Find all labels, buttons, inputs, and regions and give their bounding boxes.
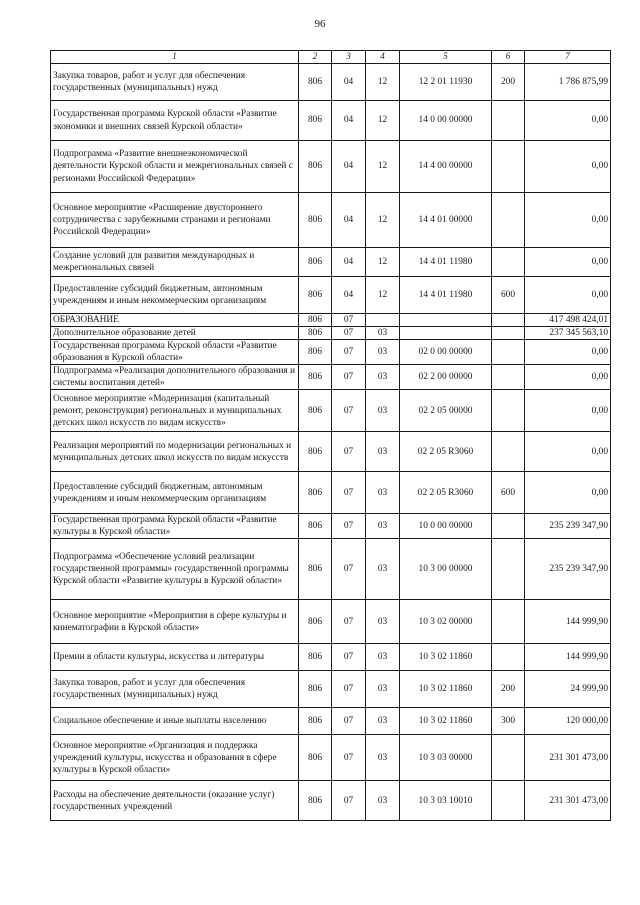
expense-type-cell	[492, 735, 525, 781]
amount-cell: 235 239 347,90	[525, 514, 611, 539]
row-name-cell: Основное мероприятие «Модернизация (капитальный ремонт, реконструкция) региональных и муниципальных детских школ искусств по видам искусств»	[51, 390, 299, 432]
column-header: 6	[492, 51, 525, 64]
subsection-code-cell	[366, 314, 400, 327]
amount-cell: 417 498 424,01	[525, 314, 611, 327]
amount-cell: 231 301 473,00	[525, 781, 611, 821]
ministry-code-cell: 806	[299, 432, 332, 472]
target-article-cell: 10 0 00 00000	[400, 514, 492, 539]
amount-cell: 0,00	[525, 340, 611, 365]
expense-type-cell	[492, 365, 525, 390]
target-article-cell	[400, 314, 492, 327]
ministry-code-cell: 806	[299, 327, 332, 340]
ministry-code-cell: 806	[299, 735, 332, 781]
section-code-cell: 04	[332, 277, 366, 314]
amount-cell: 0,00	[525, 277, 611, 314]
target-article-cell: 14 0 00 00000	[400, 101, 492, 141]
row-name-cell: Социальное обеспечение и иные выплаты населению	[51, 708, 299, 735]
subsection-code-cell: 03	[366, 671, 400, 708]
column-header: 3	[332, 51, 366, 64]
expense-type-cell	[492, 514, 525, 539]
row-name-cell: Основное мероприятие «Расширение двустороннего сотрудничества с зарубежными странами и регионами Российской Федерации»	[51, 193, 299, 248]
section-code-cell: 07	[332, 539, 366, 600]
target-article-cell: 02 0 00 00000	[400, 340, 492, 365]
section-code-cell: 07	[332, 472, 366, 514]
table-row	[51, 327, 611, 340]
section-code-cell: 07	[332, 735, 366, 781]
expense-type-cell: 600	[492, 277, 525, 314]
table-row	[51, 644, 611, 671]
row-name-cell: Подпрограмма «Реализация дополнительного образования и системы воспитания детей»	[51, 365, 299, 390]
section-code-cell: 04	[332, 248, 366, 277]
expense-type-cell	[492, 101, 525, 141]
target-article-cell: 02 2 05 00000	[400, 390, 492, 432]
row-name-cell: Реализация мероприятий по модернизации региональных и муниципальных детских школ искусств по видам искусств	[51, 432, 299, 472]
amount-cell: 120 000,00	[525, 708, 611, 735]
section-code-cell: 07	[332, 314, 366, 327]
row-name-cell: Премии в области культуры, искусства и литературы	[51, 644, 299, 671]
ministry-code-cell: 806	[299, 193, 332, 248]
target-article-cell: 10 3 02 11860	[400, 708, 492, 735]
row-name-cell: Создание условий для развития международных и межрегиональных связей	[51, 248, 299, 277]
row-name-cell: Государственная программа Курской области «Развитие экономики и внешних связей Курской области»	[51, 101, 299, 141]
row-name-cell: Расходы на обеспечение деятельности (оказание услуг) государственных учреждений	[51, 781, 299, 821]
budget-table	[50, 50, 611, 821]
column-header: 2	[299, 51, 332, 64]
row-name-cell: Подпрограмма «Развитие внешнеэкономической деятельности Курской области и межрегиональных связей с регионами Российской Федерации»	[51, 141, 299, 193]
table-row	[51, 340, 611, 365]
subsection-code-cell: 03	[366, 340, 400, 365]
section-code-cell: 07	[332, 644, 366, 671]
subsection-code-cell: 03	[366, 781, 400, 821]
expense-type-cell: 600	[492, 472, 525, 514]
subsection-code-cell: 12	[366, 64, 400, 101]
table-row	[51, 277, 611, 314]
expense-type-cell	[492, 193, 525, 248]
amount-cell: 144 999,90	[525, 600, 611, 644]
amount-cell: 0,00	[525, 193, 611, 248]
column-header: 1	[51, 51, 299, 64]
subsection-code-cell: 03	[366, 514, 400, 539]
table-row	[51, 64, 611, 101]
amount-cell: 24 999,90	[525, 671, 611, 708]
amount-cell: 0,00	[525, 141, 611, 193]
table-row	[51, 390, 611, 432]
column-header: 4	[366, 51, 400, 64]
ministry-code-cell: 806	[299, 539, 332, 600]
section-code-cell: 07	[332, 781, 366, 821]
amount-cell: 0,00	[525, 390, 611, 432]
ministry-code-cell: 806	[299, 708, 332, 735]
ministry-code-cell: 806	[299, 390, 332, 432]
target-article-cell: 12 2 01 11930	[400, 64, 492, 101]
row-name-cell: Закупка товаров, работ и услуг для обеспечения государственных (муниципальных) нужд	[51, 64, 299, 101]
row-name-cell: Государственная программа Курской области «Развитие культуры в Курской области»	[51, 514, 299, 539]
ministry-code-cell: 806	[299, 671, 332, 708]
table-row	[51, 781, 611, 821]
amount-cell: 0,00	[525, 472, 611, 514]
subsection-code-cell: 03	[366, 735, 400, 781]
row-name-cell: Закупка товаров, работ и услуг для обеспечения государственных (муниципальных) нужд	[51, 671, 299, 708]
expense-type-cell	[492, 141, 525, 193]
table-row	[51, 735, 611, 781]
table-row	[51, 514, 611, 539]
column-header-row	[51, 51, 611, 64]
amount-cell: 1 786 875,99	[525, 64, 611, 101]
row-name-cell: Подпрограмма «Обеспечение условий реализации государственной программы» государственной программы Курской области «Развитие культуры в Курской области»	[51, 539, 299, 600]
expense-type-cell: 200	[492, 64, 525, 101]
section-code-cell: 04	[332, 193, 366, 248]
table-row	[51, 365, 611, 390]
ministry-code-cell: 806	[299, 340, 332, 365]
table-row	[51, 141, 611, 193]
amount-cell: 144 999,90	[525, 644, 611, 671]
ministry-code-cell: 806	[299, 101, 332, 141]
ministry-code-cell: 806	[299, 141, 332, 193]
target-article-cell: 02 2 05 R3060	[400, 432, 492, 472]
subsection-code-cell: 12	[366, 248, 400, 277]
expense-type-cell	[492, 432, 525, 472]
target-article-cell: 14 4 01 11980	[400, 248, 492, 277]
ministry-code-cell: 806	[299, 781, 332, 821]
expense-type-cell	[492, 390, 525, 432]
target-article-cell: 10 3 02 11860	[400, 671, 492, 708]
subsection-code-cell: 12	[366, 141, 400, 193]
table-row	[51, 101, 611, 141]
subsection-code-cell: 03	[366, 644, 400, 671]
page-number: 96	[314, 18, 326, 30]
amount-cell: 0,00	[525, 365, 611, 390]
target-article-cell: 10 3 00 00000	[400, 539, 492, 600]
subsection-code-cell: 03	[366, 708, 400, 735]
subsection-code-cell: 03	[366, 539, 400, 600]
target-article-cell: 10 3 03 10010	[400, 781, 492, 821]
table-row	[51, 671, 611, 708]
subsection-code-cell: 03	[366, 472, 400, 514]
ministry-code-cell: 806	[299, 277, 332, 314]
table-row	[51, 432, 611, 472]
subsection-code-cell: 03	[366, 390, 400, 432]
column-header: 5	[400, 51, 492, 64]
table-row	[51, 472, 611, 514]
expense-type-cell	[492, 781, 525, 821]
target-article-cell: 02 2 00 00000	[400, 365, 492, 390]
section-code-cell: 07	[332, 340, 366, 365]
amount-cell: 235 239 347,90	[525, 539, 611, 600]
expense-type-cell: 300	[492, 708, 525, 735]
row-name-cell: Дополнительное образование детей	[51, 327, 299, 340]
expense-type-cell: 200	[492, 671, 525, 708]
expense-type-cell	[492, 314, 525, 327]
row-name-cell: Государственная программа Курской области «Развитие образования в Курской области»	[51, 340, 299, 365]
table-row	[51, 193, 611, 248]
amount-cell: 0,00	[525, 101, 611, 141]
expense-type-cell	[492, 600, 525, 644]
ministry-code-cell: 806	[299, 600, 332, 644]
target-article-cell: 02 2 05 R3060	[400, 472, 492, 514]
ministry-code-cell: 806	[299, 248, 332, 277]
target-article-cell: 10 3 02 11860	[400, 644, 492, 671]
expense-type-cell	[492, 248, 525, 277]
ministry-code-cell: 806	[299, 365, 332, 390]
subsection-code-cell: 03	[366, 600, 400, 644]
subsection-code-cell: 12	[366, 101, 400, 141]
amount-cell: 0,00	[525, 432, 611, 472]
section-code-cell: 07	[332, 514, 366, 539]
table-row	[51, 708, 611, 735]
target-article-cell: 14 4 00 00000	[400, 141, 492, 193]
row-name-cell: Предоставление субсидий бюджетным, автономным учреждениям и иным некоммерческим организациям	[51, 277, 299, 314]
amount-cell: 0,00	[525, 248, 611, 277]
target-article-cell: 14 4 01 11980	[400, 277, 492, 314]
subsection-code-cell: 03	[366, 365, 400, 390]
section-code-cell: 07	[332, 390, 366, 432]
table-row	[51, 600, 611, 644]
section-code-cell: 07	[332, 365, 366, 390]
expense-type-cell	[492, 340, 525, 365]
target-article-cell: 10 3 03 00000	[400, 735, 492, 781]
section-code-cell: 07	[332, 600, 366, 644]
amount-cell: 237 345 563,10	[525, 327, 611, 340]
subsection-code-cell: 03	[366, 327, 400, 340]
target-article-cell: 14 4 01 00000	[400, 193, 492, 248]
row-name-cell: ОБРАЗОВАНИЕ	[51, 314, 299, 327]
table-row	[51, 248, 611, 277]
ministry-code-cell: 806	[299, 64, 332, 101]
section-code-cell: 04	[332, 141, 366, 193]
amount-cell: 231 301 473,00	[525, 735, 611, 781]
ministry-code-cell: 806	[299, 644, 332, 671]
section-code-cell: 04	[332, 101, 366, 141]
budget-table-body	[51, 51, 611, 821]
subsection-code-cell: 12	[366, 277, 400, 314]
section-code-cell: 07	[332, 432, 366, 472]
target-article-cell: 10 3 02 00000	[400, 600, 492, 644]
section-code-cell: 07	[332, 708, 366, 735]
row-name-cell: Предоставление субсидий бюджетным, автономным учреждениям и иным некоммерческим организациям	[51, 472, 299, 514]
target-article-cell	[400, 327, 492, 340]
ministry-code-cell: 806	[299, 472, 332, 514]
expense-type-cell	[492, 539, 525, 600]
expense-type-cell	[492, 327, 525, 340]
table-row	[51, 314, 611, 327]
section-code-cell: 07	[332, 671, 366, 708]
subsection-code-cell: 12	[366, 193, 400, 248]
table-row	[51, 539, 611, 600]
row-name-cell: Основное мероприятие «Организация и поддержка учреждений культуры, искусства и образования в сфере культуры в Курской области»	[51, 735, 299, 781]
section-code-cell: 07	[332, 327, 366, 340]
column-header: 7	[525, 51, 611, 64]
row-name-cell: Основное мероприятие «Мероприятия в сфере культуры и кинематографии в Курской области»	[51, 600, 299, 644]
subsection-code-cell: 03	[366, 432, 400, 472]
expense-type-cell	[492, 644, 525, 671]
ministry-code-cell: 806	[299, 314, 332, 327]
ministry-code-cell: 806	[299, 514, 332, 539]
section-code-cell: 04	[332, 64, 366, 101]
